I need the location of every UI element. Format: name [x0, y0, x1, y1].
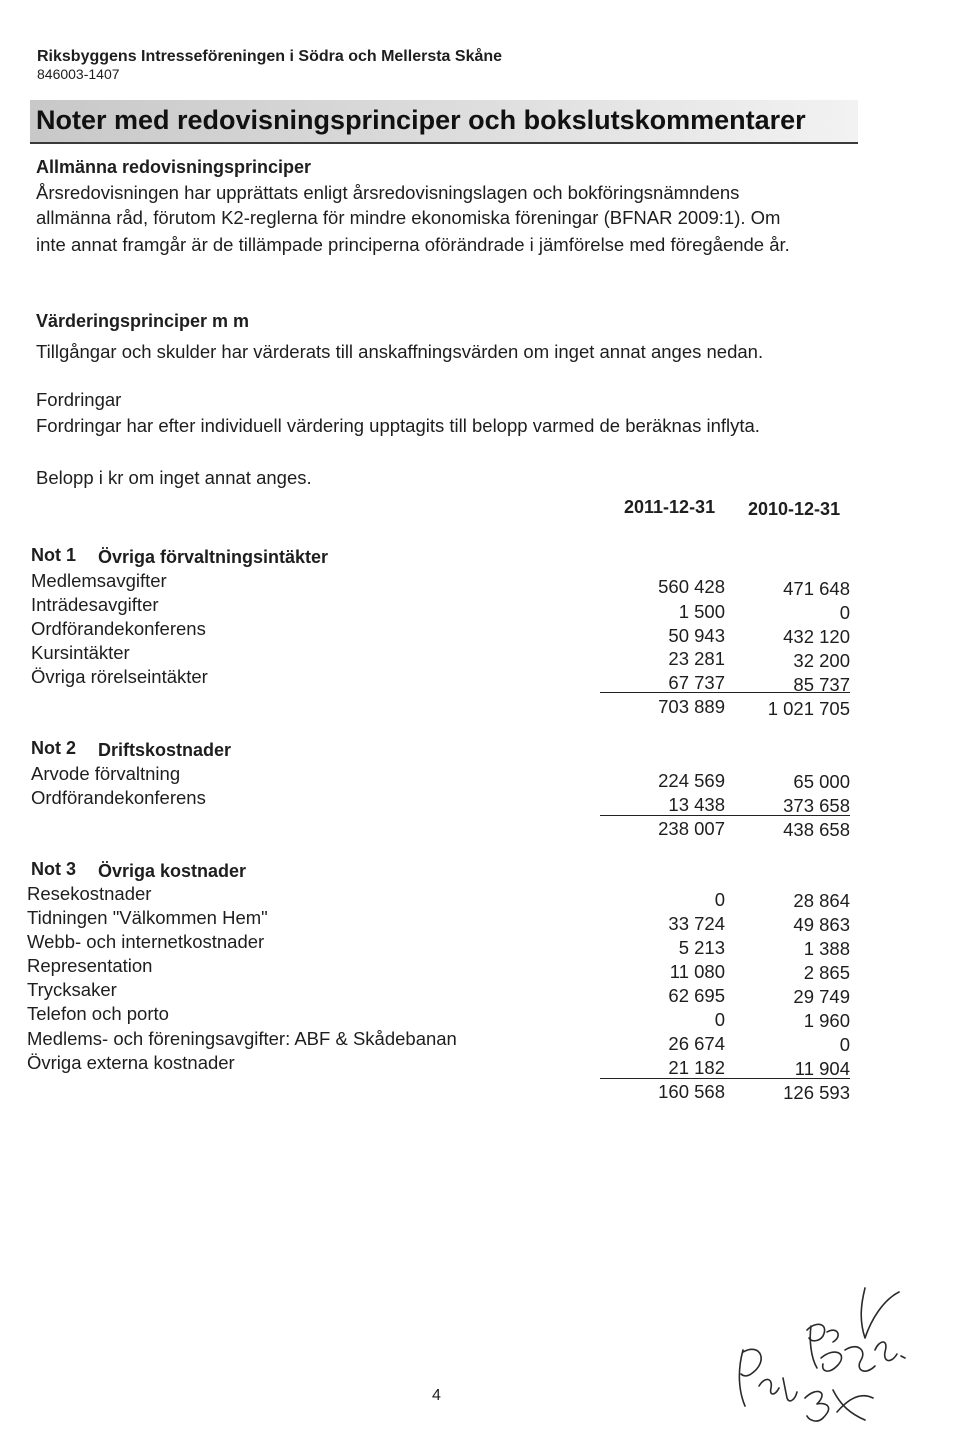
note-row-value-previous: 0: [839, 1034, 850, 1055]
note-row-label: Resekostnader: [27, 883, 152, 904]
note-row-label: Övriga rörelseintäkter: [31, 666, 208, 687]
receivables-heading: Fordringar: [36, 389, 122, 410]
note-row-value-previous: 471 648: [783, 578, 850, 599]
sum-rule: [600, 692, 850, 693]
note-row-value-previous: 373 658: [783, 795, 850, 816]
note-1-number: Not 1: [31, 545, 76, 565]
general-line-2: allmänna råd, förutom K2-reglerna för mindre ekonomiska föreningar (BFNAR 2009:1). Om: [36, 207, 781, 228]
note-row-value-previous: 432 120: [783, 626, 850, 647]
note-row-label: Tidningen "Välkommen Hem": [27, 907, 268, 928]
note-row-value-previous: 65 000: [793, 771, 850, 792]
note-row-value-current: 13 438: [668, 794, 725, 815]
note-row-value-previous: 49 863: [793, 914, 850, 935]
note-row-value-current: 224 569: [658, 770, 725, 791]
note-row-value-current: 50 943: [668, 625, 725, 646]
receivables-text: Fordringar har efter individuell värdering upptagits till belopp varmed de beräknas inflyta.: [36, 415, 760, 436]
note-row-label: Arvode förvaltning: [31, 763, 181, 784]
note-row-value-current: 62 695: [668, 985, 725, 1006]
amounts-note: Belopp i kr om inget annat anges.: [36, 467, 312, 488]
page-title: Noter med redovisningsprinciper och bokslutskommentarer: [36, 105, 806, 135]
general-heading: Allmänna redovisningsprinciper: [36, 157, 312, 177]
note-row-value-current: 11 080: [669, 961, 725, 982]
note-row-value-current: 21 182: [668, 1057, 725, 1078]
note-row-value-current: 560 428: [658, 576, 725, 597]
page-number: 4: [432, 1387, 441, 1404]
column-header-current: 2011-12-31: [624, 497, 716, 517]
note-row-value-previous: 32 200: [793, 650, 850, 671]
note-row-value-previous: 85 737: [793, 674, 850, 695]
note-row-value-previous: 29 749: [793, 986, 850, 1007]
valuation-heading: Värderingsprinciper m m: [36, 311, 250, 331]
note-row-value-current: 5 213: [678, 937, 725, 958]
sum-rule: [600, 1078, 850, 1079]
note-row-value-previous: 11 904: [794, 1058, 850, 1079]
note-row-value-current: 33 724: [668, 913, 725, 934]
note-total-previous: 126 593: [783, 1082, 850, 1103]
general-line-1: Årsredovisningen har upprättats enligt årsredovisningslagen och bokföringsnämndens: [36, 182, 740, 203]
note-total-current: 238 007: [658, 818, 725, 839]
note-row-label: Ordförandekonferens: [31, 618, 206, 639]
note-row-value-previous: 1 960: [803, 1010, 850, 1031]
note-total-previous: 438 658: [783, 819, 850, 840]
note-row-value-previous: 0: [839, 602, 850, 623]
organization-name: Riksbyggens Intresseföreningen i Södra och Mellersta Skåne: [37, 48, 503, 65]
note-row-label: Medlems- och föreningsavgifter: ABF & Skådebanan: [27, 1028, 457, 1049]
note-row-label: Representation: [27, 955, 153, 976]
note-3-number: Not 3: [31, 859, 76, 879]
note-2-title: Driftskostnader: [98, 740, 232, 760]
note-row-value-current: 1 500: [678, 601, 725, 622]
note-row-value-current: 26 674: [668, 1033, 725, 1054]
organization-number: 846003-1407: [37, 66, 120, 82]
note-row-label: Ordförandekonferens: [31, 787, 206, 808]
note-total-previous: 1 021 705: [767, 698, 850, 719]
note-row-label: Kursintäkter: [31, 642, 130, 663]
note-row-label: Webb- och internetkostnader: [27, 931, 265, 952]
note-row-label: Trycksaker: [27, 979, 117, 1000]
note-1-title: Övriga förvaltningsintäkter: [98, 547, 329, 567]
note-row-label: Inträdesavgifter: [31, 594, 159, 615]
handwritten-signature: [725, 1280, 915, 1430]
note-3-title: Övriga kostnader: [98, 861, 247, 881]
note-row-value-previous: 1 388: [803, 938, 850, 959]
note-row-value-previous: 2 865: [803, 962, 850, 983]
column-header-previous: 2010-12-31: [748, 499, 841, 519]
note-row-label: Telefon och porto: [27, 1003, 169, 1024]
note-row-value-current: 0: [714, 1009, 725, 1030]
note-row-value-current: 67 737: [668, 672, 725, 693]
general-line-3: inte annat framgår är de tillämpade principerna oförändrade i jämförelse med föregående år.: [36, 234, 790, 255]
note-total-current: 160 568: [658, 1081, 725, 1102]
note-2-number: Not 2: [31, 738, 76, 758]
note-row-label: Medlemsavgifter: [31, 570, 167, 591]
valuation-text: Tillgångar och skulder har värderats till anskaffningsvärden om inget annat anges nedan.: [36, 341, 764, 362]
note-row-label: Övriga externa kostnader: [27, 1052, 235, 1073]
note-row-value-current: 0: [714, 889, 725, 910]
sum-rule: [600, 815, 850, 816]
note-row-value-previous: 28 864: [793, 890, 850, 911]
note-total-current: 703 889: [658, 696, 725, 717]
note-row-value-current: 23 281: [668, 648, 725, 669]
